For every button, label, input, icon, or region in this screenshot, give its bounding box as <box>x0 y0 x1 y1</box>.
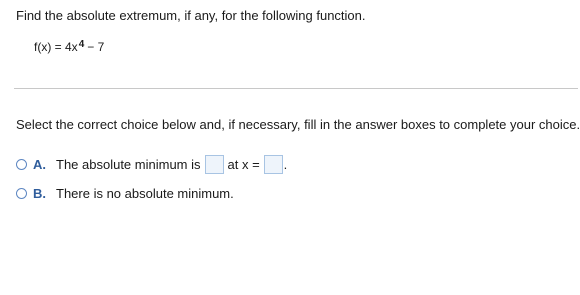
choice-a-radio[interactable] <box>16 159 27 170</box>
choice-a-text-middle: at x = <box>227 156 260 172</box>
choice-b-letter: B. <box>33 185 46 201</box>
function-exponent: 4 <box>78 39 85 50</box>
section-divider <box>14 88 578 89</box>
function-rhs: − 7 <box>87 40 105 54</box>
instruction-text: Select the correct choice below and, if necessary, fill in the answer boxes to complete your choice. <box>16 117 580 132</box>
x-value-answer-box[interactable] <box>264 155 283 174</box>
function-expression <box>34 39 104 57</box>
choice-a-text-after: . <box>283 156 288 172</box>
choice-a[interactable] <box>16 155 287 173</box>
choice-b-radio[interactable] <box>16 188 27 199</box>
choice-b-text: There is no absolute minimum. <box>56 185 234 201</box>
choice-b[interactable] <box>16 184 234 202</box>
choice-a-letter: A. <box>33 156 46 172</box>
choice-a-text-before: The absolute minimum is <box>56 156 201 172</box>
minimum-value-answer-box[interactable] <box>205 155 224 174</box>
question-prompt: Find the absolute extremum, if any, for the following function. <box>16 8 366 23</box>
function-lhs: f(x) = 4x <box>34 40 78 54</box>
